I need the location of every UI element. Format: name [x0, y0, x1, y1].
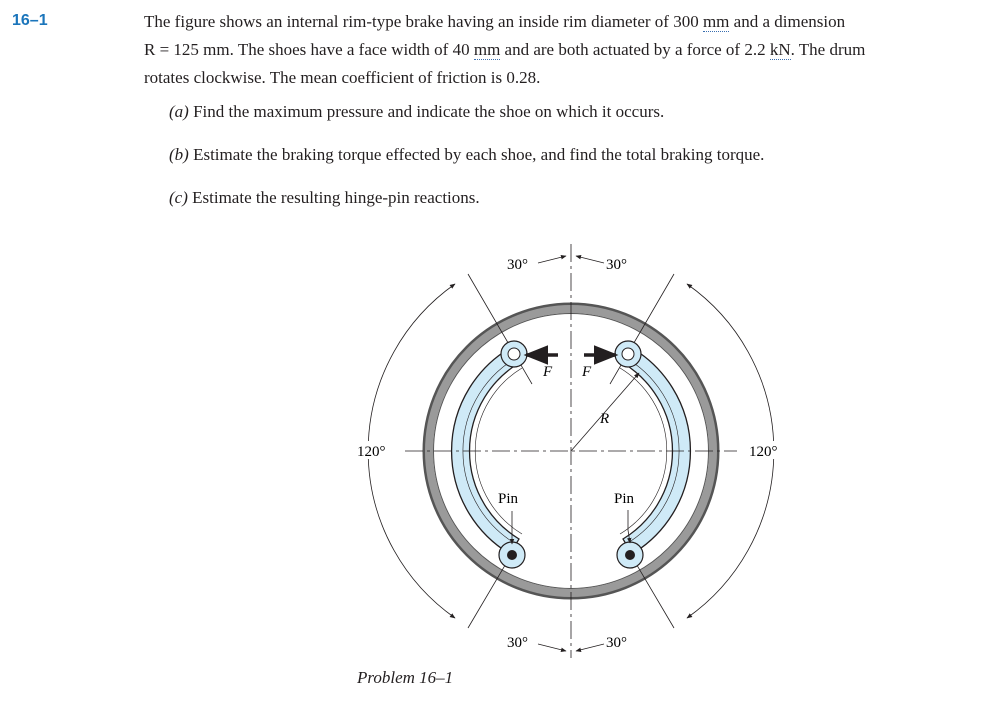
- right-pin-icon: [625, 550, 635, 560]
- unit-kn-link[interactable]: kN: [769, 40, 791, 59]
- statement-line-3: rotates clockwise. The mean coefficient of friction is 0.28.: [144, 68, 541, 87]
- arrow-30-top-left: [538, 256, 566, 263]
- part-b: (b) Estimate the braking torque effected by each shoe, and find the total braking torque.: [169, 145, 765, 164]
- arrow-30-bottom-right: [576, 644, 604, 651]
- unit-mm-link[interactable]: mm: [702, 12, 730, 31]
- brake-figure: [300, 230, 840, 662]
- problem-statement: [144, 8, 974, 92]
- force-label-right: F: [582, 364, 592, 380]
- angle-label-bottom-left: 30°: [507, 635, 528, 651]
- force-label-left: F: [543, 364, 553, 380]
- angle-label-top-right: 30°: [606, 257, 627, 273]
- angle-label-bottom-right: 30°: [606, 635, 627, 651]
- part-c: (c) Estimate the resulting hinge-pin reactions.: [169, 188, 480, 207]
- top-left-pivot: [508, 348, 520, 360]
- angle-label-top-left: 30°: [507, 257, 528, 273]
- statement-line-1: The figure shows an internal rim-type brake having an inside rim diameter of 300 mm and a dimension: [144, 12, 846, 31]
- left-pin-icon: [507, 550, 517, 560]
- angle-label-left: 120°: [357, 444, 386, 460]
- top-right-pivot: [622, 348, 634, 360]
- arrow-30-bottom-left: [538, 644, 566, 651]
- problem-parts: [169, 98, 764, 227]
- radius-label: R: [600, 411, 610, 427]
- statement-line-2: R = 125 mm. The shoes have a face width of 40 mm and are both actuated by a force of 2.2 kN. The drum: [144, 40, 866, 59]
- arrow-30-top-right: [576, 256, 604, 263]
- pin-label-right: Pin: [614, 491, 635, 507]
- part-a: (a) Find the maximum pressure and indicate the shoe on which it occurs.: [169, 102, 665, 121]
- angle-label-right: 120°: [749, 444, 778, 460]
- unit-mm-link[interactable]: mm: [473, 40, 501, 59]
- pin-label-left: Pin: [498, 491, 519, 507]
- problem-number: 16–1: [12, 12, 48, 29]
- figure-caption: Problem 16–1: [357, 668, 454, 687]
